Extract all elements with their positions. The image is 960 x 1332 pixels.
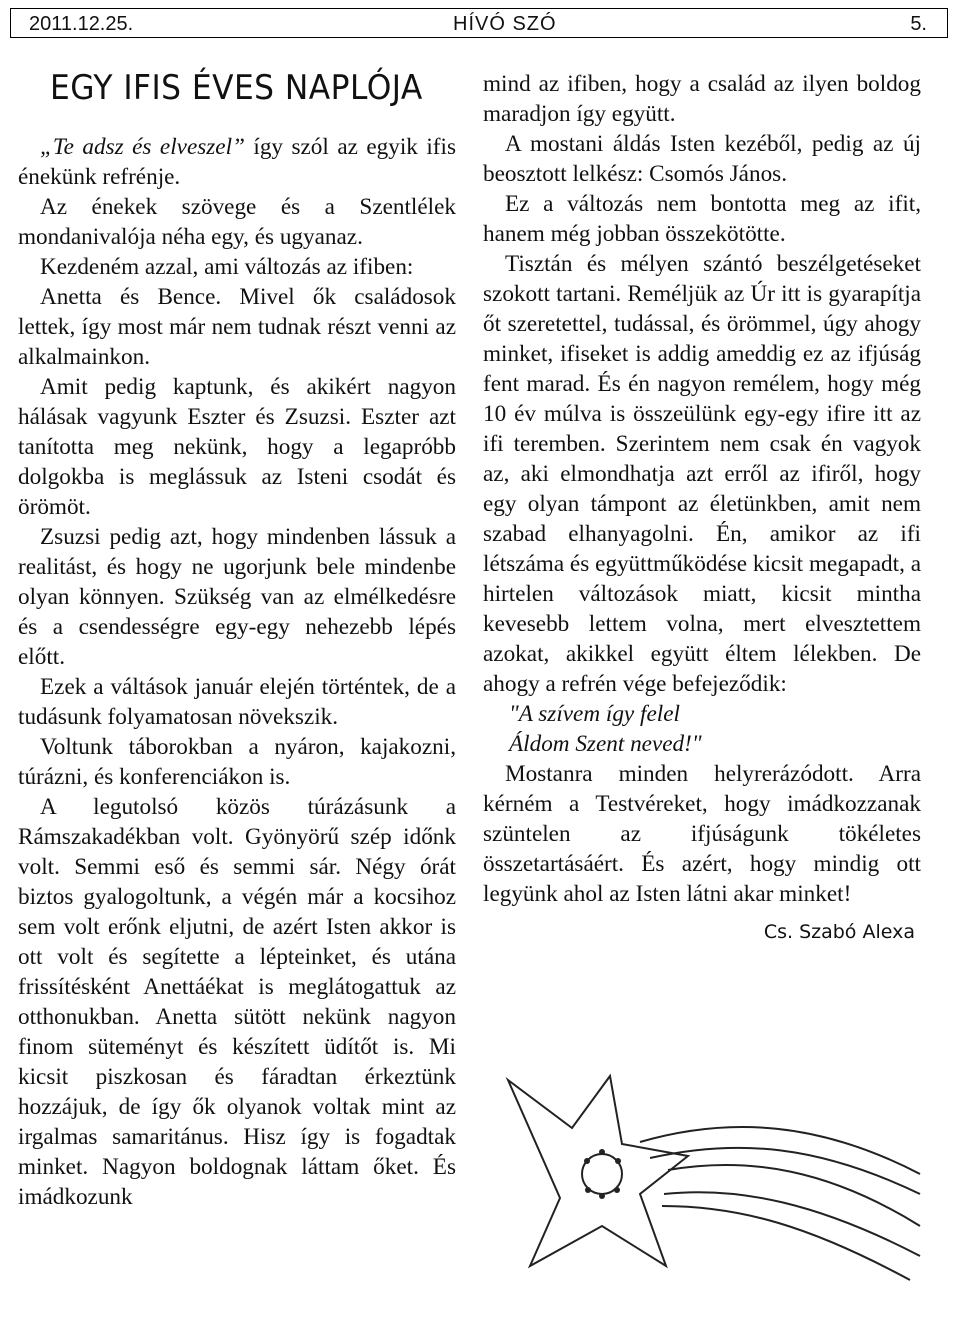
paragraph: Ez a változás nem bontotta meg az ifit, hanem még jobban összekötötte. — [483, 191, 921, 247]
paragraph: Voltunk táborokban a nyáron, kajakozni, túrázni, és konferenciákon is. — [18, 734, 456, 790]
author-signature: Cs. Szabó Alexa — [763, 921, 915, 943]
header-page-number: 5. — [910, 13, 927, 35]
quote-text: „Te adsz és elveszel” — [40, 134, 245, 160]
article-title: EGY IFIS ÉVES NAPLÓJA — [50, 68, 423, 108]
paragraph: mind az ifiben, hogy a család az ilyen boldog maradjon így együtt. — [483, 71, 921, 127]
paragraph: Anetta és Bence. Mivel ők családosok lettek, így most már nem tudnak részt venni az alkalmainkon. — [18, 284, 456, 370]
shooting-star-illustration — [490, 1066, 930, 1324]
header-title: HÍVÓ SZÓ — [453, 13, 557, 35]
paragraph: Zsuzsi pedig azt, hogy mindenben lássuk a realitást, és hogy ne ugorjunk bele mindenbe olyan könnyen. Szükség van az elmélkedésre és a csendességre egy-egy nehezebb lépés előtt. — [18, 524, 456, 670]
star-sparkle — [584, 1158, 590, 1164]
paragraph — [18, 132, 456, 192]
paragraph: Tisztán és mélyen szántó beszélgetéseket szokott tartani. Reméljük az Úr itt is gyarapítja őt szeretettel, tudással, és örömmel, úgy ahogy minket, ifiseket is addig ameddig ez az ifjúság fent marad. És én nagyon remélem, hogy még 10 év múlva is összeülünk egy-egy ifire itt az ifi teremben. Szerintem nem csak én vagyok az, aki elmondhatja azt erről az ifiről, hogy egy olyan támpont az életünkben, amit nem szabad elhanyagolni. Én, amikor az ifi létszáma és együttműködése kicsit megapadt, a hirtelen változások miatt, kicsit mintha kevesebb lettem volna, mert elvesztettem azokat, akikkel együtt éltem lélekben. De ahogy a refrén vége befejeződik: — [483, 251, 921, 697]
paragraph: A legutolsó közös túrázásunk a Rámszakadékban volt. Gyönyörű szép időnk volt. Semmi eső és semmi sár. Négy órát biztos gyalogoltunk, a végén már a kocsihoz sem volt erőnk eljutni, de azért Isten akkor is ott volt és segítette a lépteinket, és utána frissítésként Anettáékat is meglátogattuk az otthonukban. Anetta sütött nekünk nagyon finom süteményt és készített üdítőt is. Mi kicsit piszkosan és fáradtan érkeztünk hozzájuk, de így ők olyanok voltak mint az irgalmas samaritánus. Hisz így is fogadtak minket. Nagyon boldognak láttam őket. És imádkozunk — [18, 794, 456, 1210]
paragraph: Amit pedig kaptunk, és akikért nagyon hálásak vagyunk Eszter és Zsuzsi. Eszter azt tanította meg nekünk, hogy a legapróbb dolgokba is meglássuk az Isteni csodát és örömöt. — [18, 374, 456, 520]
paragraph: Az énekek szövege és a Szentlélek mondanivalója néha egy, és ugyanaz. — [18, 194, 456, 250]
page-header — [10, 8, 948, 38]
left-column — [18, 132, 456, 1212]
paragraph-text: így szól az egyik ifis énekünk refrénje. — [18, 134, 456, 190]
paragraph: A mostani áldás Isten kezéből, pedig az új beosztott lelkész: Csomós János. — [483, 131, 921, 187]
quote-line: "A szívem így felel — [509, 701, 680, 727]
right-column — [483, 69, 921, 947]
paragraph: Mostanra minden helyrerázódott. Arra kérném a Testvéreket, hogy imádkozzanak szüntelen az ifjúságunk tökéletes összetartásáért. És azért, hogy mindig ott legyünk ahol az Isten látni akar minket! — [483, 761, 921, 907]
refrain-quote — [483, 699, 921, 759]
quote-line: Áldom Szent neved!" — [509, 731, 702, 757]
header-date: 2011.12.25. — [29, 13, 134, 35]
paragraph: Ezek a váltások január elején történtek, de a tudásunk folyamatosan növekszik. — [18, 674, 456, 730]
paragraph: Kezdeném azzal, ami változás az ifiben: — [40, 254, 414, 280]
